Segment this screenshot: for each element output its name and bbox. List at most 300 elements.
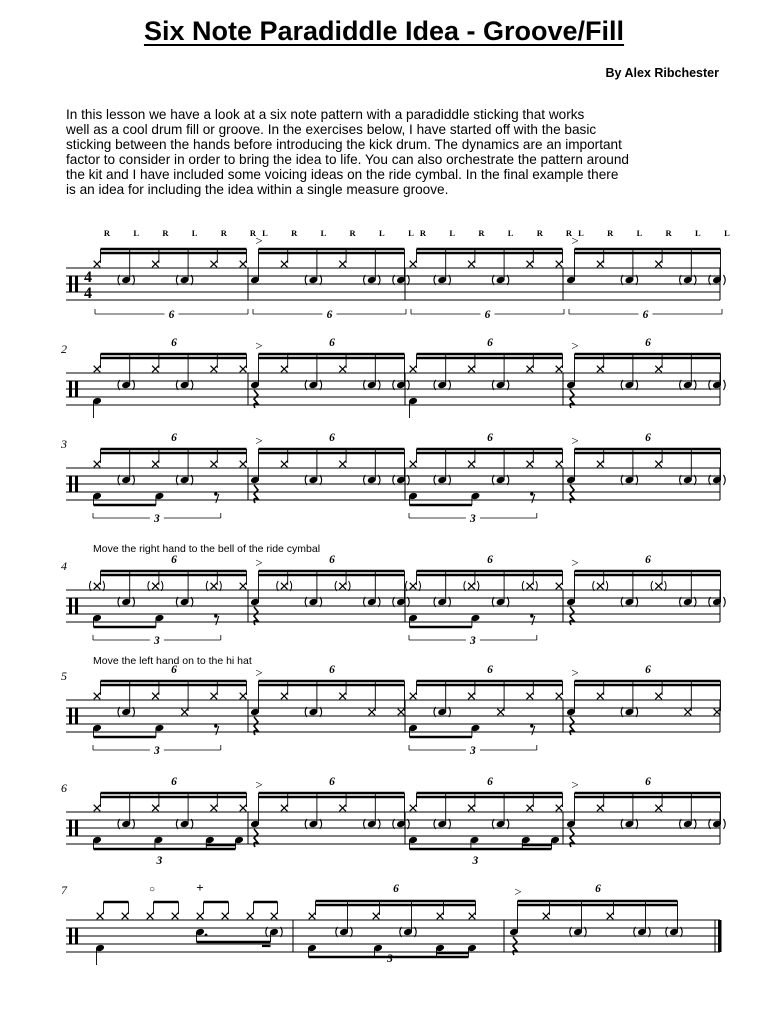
percussion-clef [75, 276, 78, 292]
ride-bell-note [90, 581, 105, 591]
ghost-paren [408, 275, 410, 285]
tuplet-number: 6 [487, 432, 493, 444]
cymbal-note [527, 693, 534, 700]
ghost-snare-note [709, 380, 726, 390]
cymbal-note [211, 261, 218, 268]
ghost-paren [621, 380, 623, 390]
cymbal-note [607, 913, 614, 920]
ghost-paren [176, 819, 178, 829]
cymbal-note [714, 709, 721, 716]
measure [94, 776, 247, 829]
cymbal-note [685, 709, 692, 716]
cymbal-note [655, 693, 662, 700]
bell-paren [419, 581, 421, 591]
cymbal-note [240, 805, 247, 812]
ghost-paren [449, 819, 451, 829]
ghost-paren [492, 275, 494, 285]
ghost-paren [305, 275, 307, 285]
ghost-paren [191, 819, 193, 829]
tuplet-number: 6 [487, 664, 493, 676]
tuplet-number: 6 [329, 776, 335, 788]
cymbal-note [597, 366, 604, 373]
ghost-snare-note [680, 380, 697, 390]
ghost-snare-note [492, 819, 509, 829]
ghost-paren [636, 275, 638, 285]
ghost-paren [449, 597, 451, 607]
ghost-paren [680, 819, 682, 829]
cymbal-note [152, 461, 159, 468]
tuplet-number: 6 [329, 432, 335, 444]
accent-mark: > [514, 884, 522, 899]
measure [250, 337, 409, 390]
bell-paren [665, 581, 667, 591]
cymbal-note [181, 709, 188, 716]
cymbal-note [556, 366, 563, 373]
ghost-paren [709, 475, 711, 485]
cymbal-note [410, 461, 417, 468]
ghost-paren [305, 380, 307, 390]
ghost-paren [378, 475, 380, 485]
ghost-snare-note [176, 275, 193, 285]
accent-mark: > [255, 665, 263, 680]
sticking-letter: R [665, 228, 672, 238]
bell-paren [606, 581, 608, 591]
ghost-paren [649, 927, 651, 937]
tuplet-number: 3 [156, 855, 163, 867]
sticking-letter: L [636, 228, 643, 238]
sticking-letter: R [419, 228, 427, 238]
measure [410, 432, 563, 485]
ghost-snare-note [621, 275, 638, 285]
bell-paren [103, 581, 105, 591]
measure [94, 664, 247, 717]
bell-paren [206, 581, 208, 591]
eighth-rest [530, 614, 533, 617]
measure [250, 233, 409, 321]
measure [250, 776, 409, 829]
cymbal-note [152, 261, 159, 268]
ghost-paren [724, 275, 726, 285]
accent-mark: > [255, 555, 263, 570]
ghost-snare-note [709, 275, 726, 285]
cymbal-note [398, 709, 405, 716]
ghost-paren [449, 707, 451, 717]
intro-line: sticking between the hands before introducing the kick drum. The dynamics are an important [66, 137, 622, 152]
cymbal-note [373, 913, 380, 920]
measure [410, 776, 563, 829]
cymbal-note [211, 805, 218, 812]
ghost-snare-note [434, 380, 451, 390]
measure [90, 554, 247, 607]
cymbal-note [240, 461, 247, 468]
eighth-rest [530, 492, 533, 495]
sticking-letter: L [408, 228, 414, 238]
ghost-paren [118, 707, 120, 717]
ghost-snare-note [393, 380, 410, 390]
ghost-paren [364, 275, 366, 285]
intro-line: the kit and I have included some voicing ideas on the ride cymbal. In the final example there [66, 167, 619, 182]
cymbal-note [94, 805, 101, 812]
tuplet-number: 3 [472, 855, 479, 867]
ghost-paren [449, 475, 451, 485]
measure [410, 664, 563, 717]
ghost-paren [133, 380, 135, 390]
ghost-snare-note [634, 927, 651, 937]
cymbal-note [339, 366, 346, 373]
cymbal-note [597, 693, 604, 700]
ghost-paren [680, 380, 682, 390]
system-5 [61, 664, 721, 757]
ride-bell-note [651, 581, 666, 591]
ghost-snare-note [393, 819, 410, 829]
ghost-paren [709, 597, 711, 607]
sticking-letter: R [103, 228, 111, 238]
ghost-snare-note [434, 597, 451, 607]
ghost-snare-note [434, 475, 451, 485]
percussion-clef [75, 381, 78, 397]
bell-paren [536, 581, 538, 591]
ghost-paren [724, 819, 726, 829]
bell-paren [277, 581, 279, 591]
ghost-paren [364, 380, 366, 390]
ghost-paren [621, 475, 623, 485]
ghost-paren [507, 597, 509, 607]
ghost-paren [680, 597, 682, 607]
measure [566, 776, 725, 829]
ghost-paren [680, 275, 682, 285]
tuplet-number: 6 [487, 554, 493, 566]
bell-paren [477, 581, 479, 591]
ghost-paren [393, 819, 395, 829]
cymbal-note [97, 913, 104, 920]
cymbal-note [152, 366, 159, 373]
ghost-paren [191, 380, 193, 390]
percussion-clef [69, 381, 72, 397]
ghost-paren [408, 819, 410, 829]
ghost-snare-note [400, 927, 417, 937]
measure [309, 883, 476, 937]
tuplet-number: 6 [171, 337, 177, 349]
system-7 [61, 880, 722, 965]
sticking-letter: R [162, 228, 169, 238]
ghost-snare-note [118, 597, 135, 607]
measure [509, 883, 682, 937]
ghost-snare-note [621, 819, 638, 829]
sticking-letter: L [262, 228, 268, 238]
percussion-clef [69, 928, 72, 944]
accent-mark: > [255, 338, 263, 353]
tuplet-number: 3 [387, 953, 393, 965]
bell-paren [290, 581, 292, 591]
ghost-paren [305, 597, 307, 607]
ghost-snare-note [393, 475, 410, 485]
measure [410, 337, 563, 390]
ghost-paren [336, 927, 338, 937]
cymbal-note [94, 461, 101, 468]
percussion-clef [69, 276, 72, 292]
ghost-snare-note [176, 380, 193, 390]
ghost-paren [320, 275, 322, 285]
ride-bell-note [148, 581, 163, 591]
ghost-paren [320, 819, 322, 829]
ghost-paren [393, 275, 395, 285]
measure [250, 664, 404, 717]
ghost-snare-note [176, 475, 193, 485]
cymbal-note [597, 261, 604, 268]
sticking-letter: L [724, 228, 730, 238]
cymbal-note [556, 261, 563, 268]
cymbal-note [94, 693, 101, 700]
tuplet-number: 6 [171, 776, 177, 788]
tuplet-number: 3 [470, 635, 476, 647]
ghost-snare-note [364, 380, 381, 390]
ghost-paren [408, 475, 410, 485]
ghost-paren [320, 475, 322, 485]
ghost-paren [191, 275, 193, 285]
cymbal-note [240, 261, 247, 268]
accent-mark: > [571, 338, 579, 353]
measure [94, 432, 247, 485]
cymbal-note [468, 366, 475, 373]
ghost-snare-note [709, 475, 726, 485]
ghost-paren [118, 275, 120, 285]
ghost-snare-note [364, 597, 381, 607]
cymbal-note [281, 366, 288, 373]
ghost-paren [320, 597, 322, 607]
tuplet-number: 3 [470, 513, 476, 525]
ghost-paren [191, 475, 193, 485]
accent-mark: > [571, 233, 579, 248]
sticking-letter: R [478, 228, 485, 238]
ghost-snare-note [434, 819, 451, 829]
sticking-letter: R [291, 228, 298, 238]
tuplet-bracket [409, 635, 537, 647]
ghost-paren [492, 380, 494, 390]
intro-line: well as a cool drum fill or groove. In the exercises below, I have started off with the basic [66, 122, 597, 137]
cymbal-note [339, 693, 346, 700]
ghost-snare-note [118, 819, 135, 829]
ghost-snare-note [492, 380, 509, 390]
ghost-paren [408, 597, 410, 607]
cymbal-note [281, 461, 288, 468]
ghost-paren [694, 380, 696, 390]
ghost-paren [364, 597, 366, 607]
ghost-paren [492, 597, 494, 607]
cymbal-note [527, 261, 534, 268]
ghost-snare-note [570, 927, 587, 937]
cymbal-note [309, 913, 316, 920]
bell-paren [349, 581, 351, 591]
system-4 [61, 554, 725, 647]
cymbal-note [339, 461, 346, 468]
cymbal-note [281, 261, 288, 268]
ghost-paren [364, 475, 366, 485]
ghost-snare-note [680, 597, 697, 607]
ghost-paren [378, 597, 380, 607]
tuplet-number: 6 [645, 337, 651, 349]
cymbal-note [222, 913, 229, 920]
ghost-paren [507, 380, 509, 390]
cymbal-note [339, 261, 346, 268]
accent-mark: > [571, 433, 579, 448]
ghost-snare-note [709, 597, 726, 607]
ghost-paren [724, 475, 726, 485]
cymbal-note [240, 693, 247, 700]
closed-mark: + [196, 880, 204, 895]
cymbal-note [369, 709, 376, 716]
cymbal-note [655, 461, 662, 468]
measure [250, 554, 409, 607]
measure [94, 249, 248, 321]
ghost-snare-note [709, 819, 726, 829]
ghost-snare-note [492, 597, 509, 607]
sticking-letter: L [449, 228, 456, 238]
ghost-paren [393, 380, 395, 390]
tuplet-number: 6 [645, 664, 651, 676]
accent-mark: > [571, 777, 579, 792]
ghost-paren [118, 380, 120, 390]
cymbal-note [152, 805, 159, 812]
tuplet-bracket [409, 513, 537, 525]
open-mark: ○ [148, 884, 156, 895]
system-number: 2 [61, 342, 67, 356]
ghost-paren [133, 819, 135, 829]
ghost-snare-note [621, 475, 638, 485]
ghost-paren [305, 819, 307, 829]
ghost-paren [266, 927, 268, 937]
ghost-paren [507, 819, 509, 829]
cymbal-note [410, 805, 417, 812]
ghost-paren [724, 597, 726, 607]
eighth-rest [214, 614, 217, 617]
cymbal-note [527, 805, 534, 812]
ghost-paren [621, 707, 623, 717]
bell-paren [406, 581, 408, 591]
ghost-paren [393, 597, 395, 607]
cymbal-note [655, 261, 662, 268]
ride-bell-note [464, 581, 479, 591]
ghost-paren [570, 927, 572, 937]
ghost-snare-note [305, 819, 322, 829]
ghost-paren [636, 380, 638, 390]
sticking-letter: R [536, 228, 543, 238]
cymbal-note [410, 261, 417, 268]
ghost-snare-note [118, 475, 135, 485]
ghost-paren [408, 380, 410, 390]
cymbal-note [556, 805, 563, 812]
ghost-snare-note [336, 927, 353, 937]
sticking-letter: L [378, 228, 385, 238]
tuplet-number: 6 [171, 554, 177, 566]
tuplet-number: 3 [470, 745, 476, 757]
cymbal-note [556, 693, 563, 700]
ghost-paren [176, 275, 178, 285]
ghost-paren [636, 597, 638, 607]
ghost-paren [709, 275, 711, 285]
ghost-snare-note [305, 380, 322, 390]
eighth-rest [530, 724, 533, 727]
accent-mark: > [255, 233, 263, 248]
accent-mark: > [571, 555, 579, 570]
ghost-paren [133, 597, 135, 607]
ghost-paren [694, 275, 696, 285]
cymbal-note [527, 366, 534, 373]
ghost-paren [621, 597, 623, 607]
ghost-paren [133, 707, 135, 717]
ghost-paren [694, 475, 696, 485]
cymbal-note [597, 461, 604, 468]
ghost-snare-note [364, 819, 381, 829]
ghost-paren [364, 819, 366, 829]
ghost-snare-note [680, 819, 697, 829]
tuplet-number: 6 [393, 883, 399, 895]
tuplet-number: 6 [645, 432, 651, 444]
tuplet-number: 6 [645, 776, 651, 788]
system-3 [60, 432, 725, 525]
tuplet-number: 6 [487, 776, 493, 788]
percussion-clef [69, 476, 72, 492]
cymbal-note [197, 913, 204, 920]
ghost-snare-note [680, 475, 697, 485]
bell-paren [148, 581, 150, 591]
bell-paren [464, 581, 466, 591]
ghost-snare-note [364, 275, 381, 285]
tuplet-number: 6 [171, 432, 177, 444]
author-name: By Alex Ribchester [605, 66, 719, 80]
cymbal-note [281, 805, 288, 812]
system-number: 7 [61, 883, 67, 897]
cymbal-note [247, 913, 254, 920]
score-systems [60, 228, 730, 965]
ghost-paren [400, 927, 402, 937]
cymbal-note [468, 261, 475, 268]
tuplet-number: 6 [487, 337, 493, 349]
tuplet-number: 3 [154, 745, 160, 757]
ghost-paren [393, 475, 395, 485]
time-signature: 4 [84, 285, 92, 302]
ghost-snare-note [666, 927, 683, 937]
bell-paren [593, 581, 595, 591]
ghost-paren [434, 707, 436, 717]
ghost-paren [118, 475, 120, 485]
tuplet-bracket [93, 745, 221, 757]
measure [566, 233, 725, 321]
tuplet-bracket [409, 745, 537, 757]
ghost-paren [176, 380, 178, 390]
eighth-rest [214, 724, 217, 727]
system-number: 5 [61, 669, 67, 683]
percussion-clef [75, 598, 78, 614]
cymbal-note [94, 261, 101, 268]
ghost-snare-note [434, 275, 451, 285]
tuplet-number: 6 [329, 664, 335, 676]
ride-bell-note [593, 581, 608, 591]
ghost-paren [434, 380, 436, 390]
percussion-clef [69, 820, 72, 836]
ghost-snare-note [621, 380, 638, 390]
sticking-letter: L [578, 228, 584, 238]
sticking-letter: L [320, 228, 327, 238]
cymbal-note [655, 805, 662, 812]
ride-bell-note [206, 581, 221, 591]
ghost-snare-note [118, 707, 135, 717]
ghost-paren [191, 597, 193, 607]
cymbal-note [211, 693, 218, 700]
cymbal-note [152, 693, 159, 700]
ghost-paren [680, 475, 682, 485]
ghost-paren [281, 927, 283, 937]
ghost-snare-note [393, 275, 410, 285]
